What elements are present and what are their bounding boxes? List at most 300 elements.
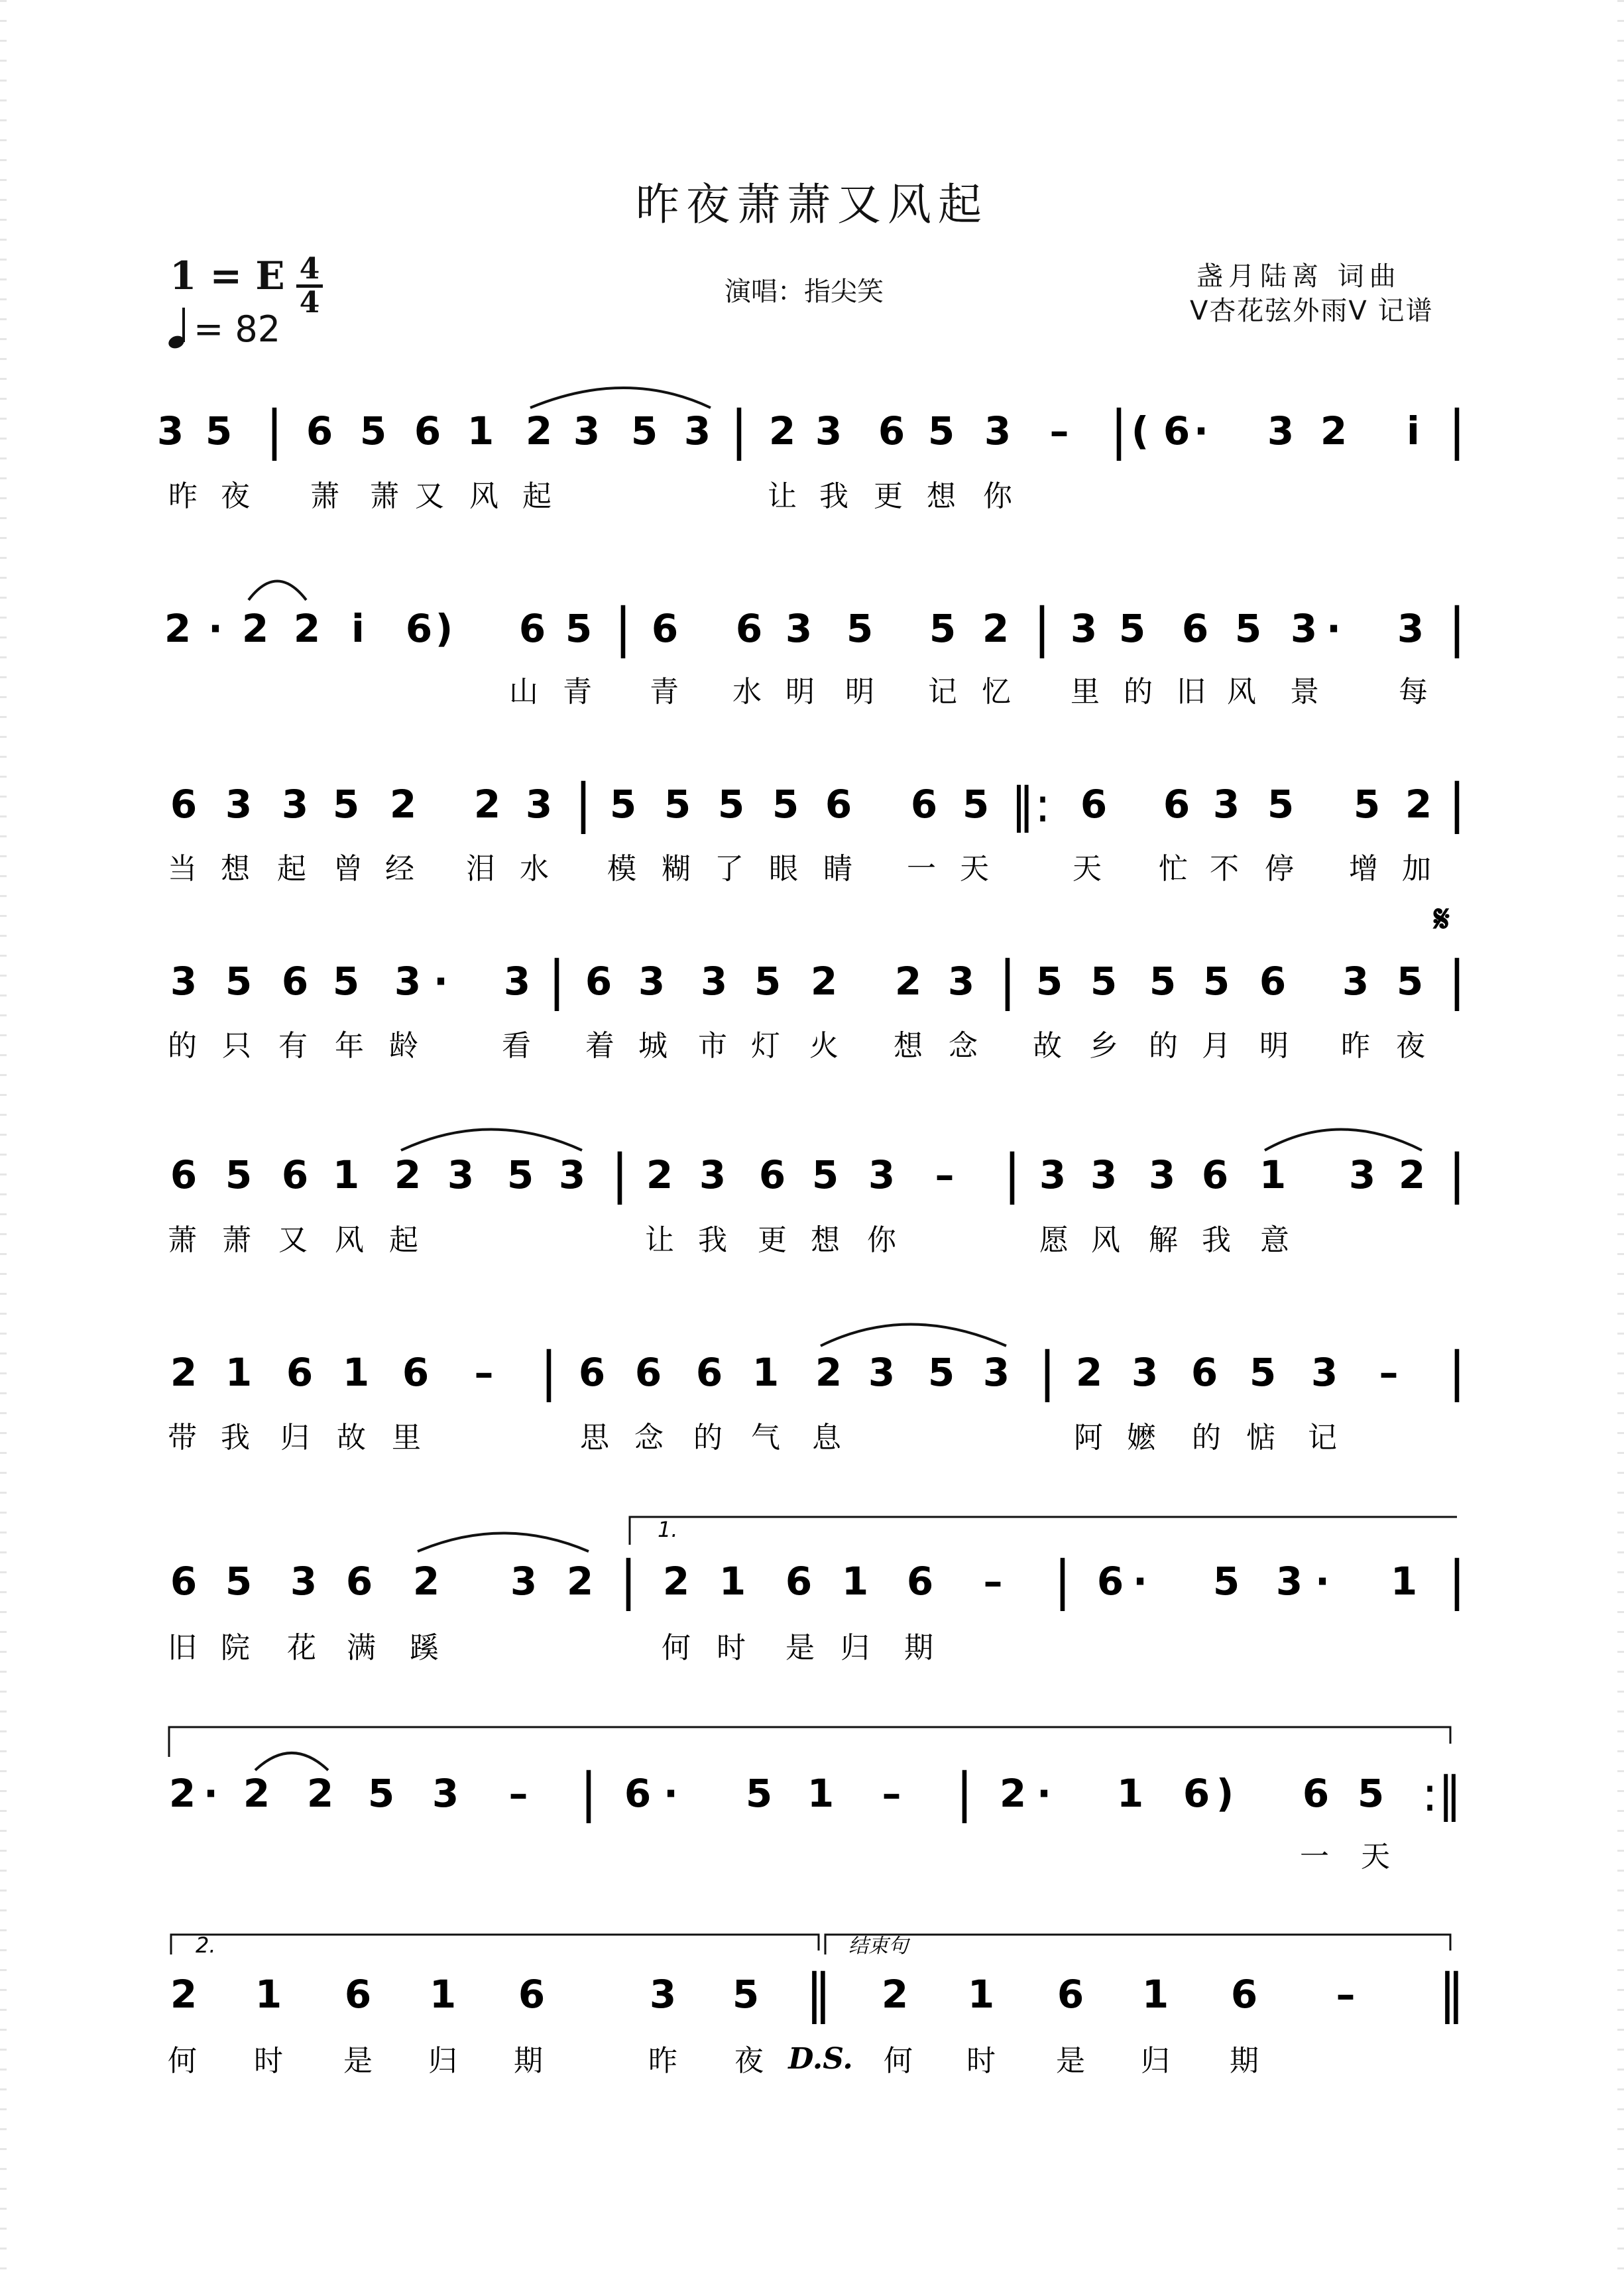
barline: |: [579, 1762, 598, 1823]
tie: [249, 581, 306, 601]
note: 6: [878, 408, 905, 453]
note: i: [351, 606, 365, 651]
lyric-char: 起: [389, 1223, 418, 1257]
note: ·: [1036, 1771, 1052, 1816]
note: 6: [405, 606, 433, 651]
barline: |: [1448, 399, 1466, 461]
note: 6: [695, 1350, 723, 1395]
note: 1: [332, 1152, 360, 1197]
note: i: [1407, 408, 1420, 453]
note: 1: [342, 1350, 370, 1395]
note: 2: [412, 1559, 440, 1604]
lyric-char: 模: [607, 852, 636, 886]
note: 2: [646, 1152, 673, 1197]
lyric-char: 阿: [1074, 1421, 1103, 1455]
note: 5: [1357, 1771, 1385, 1816]
barline: |: [1448, 1341, 1466, 1402]
lyric-char: 让: [645, 1223, 674, 1257]
lyric-char: 火: [809, 1029, 839, 1063]
slur: [530, 388, 711, 408]
score-row: [168, 1549, 1466, 1665]
note: –: [474, 1350, 494, 1395]
lyric-char: 让: [768, 479, 797, 513]
note: 3: [525, 782, 553, 827]
lyric-char: 一: [1300, 1840, 1329, 1874]
note: 6: [825, 782, 852, 827]
note: 6: [735, 606, 763, 651]
note: 6: [1302, 1771, 1330, 1816]
barline: |: [1448, 772, 1466, 834]
note: ·: [1326, 606, 1342, 651]
lyric-char: 的: [693, 1421, 723, 1455]
score-row: [169, 1762, 1462, 1874]
tempo-marking: = 82: [194, 308, 281, 350]
note: 6: [170, 1152, 198, 1197]
lyric-char: 旧: [1177, 675, 1206, 709]
barline: |: [1448, 1549, 1466, 1611]
lyric-char: 蹊: [410, 1631, 439, 1665]
lyric-char: 我: [1202, 1223, 1231, 1257]
barline: |: [1448, 1143, 1466, 1205]
note: 6: [1163, 782, 1190, 827]
lyric-char: 期: [904, 1631, 933, 1665]
note: 3: [947, 959, 975, 1004]
note: 6: [910, 782, 938, 827]
barline: |: [1038, 1341, 1057, 1402]
lyric-char: 气: [751, 1421, 780, 1455]
note: 2: [894, 959, 922, 1004]
note: 2: [982, 606, 1010, 651]
score-row: [168, 1341, 1466, 1455]
note: 1: [967, 1972, 995, 2017]
lyric-char: 当: [168, 852, 197, 886]
lyric-char: 时: [717, 1631, 746, 1665]
note: 3: [1290, 606, 1318, 651]
barline: |: [1110, 399, 1128, 461]
lyric-char: 景: [1290, 675, 1319, 709]
note: 3: [432, 1771, 459, 1816]
barline: |: [540, 1341, 558, 1402]
note: 3: [1348, 1152, 1376, 1197]
note: 3: [394, 959, 422, 1004]
note: 3: [290, 1559, 318, 1604]
score-row: [168, 1143, 1466, 1257]
note: 3: [868, 1152, 896, 1197]
lyric-char: 我: [221, 1421, 250, 1455]
note: 6: [344, 1972, 372, 2017]
note: 5: [927, 1350, 955, 1395]
note: 5: [962, 782, 990, 827]
lyric-char: 萧: [222, 1223, 251, 1257]
note: 3: [1310, 1350, 1338, 1395]
segno-sign: 𝄋: [1433, 897, 1450, 941]
lyric-char: 的: [168, 1029, 197, 1063]
note: 5: [745, 1771, 773, 1816]
note: 6: [1057, 1972, 1084, 2017]
lyric-char: 忙: [1159, 852, 1188, 886]
lyric-char: 萧: [168, 1223, 197, 1257]
lyric-char: 风: [1091, 1223, 1120, 1257]
barline: |: [1448, 597, 1466, 658]
lyric-char: 起: [522, 479, 551, 513]
note: 1: [1116, 1771, 1144, 1816]
note: 5: [927, 408, 955, 453]
barline: ‖: [1438, 1962, 1465, 2024]
coda-label: 结束句: [848, 1935, 908, 1958]
barline: |: [1033, 597, 1051, 658]
lyric-char: 归: [428, 2044, 457, 2078]
note: 5: [1212, 1559, 1240, 1604]
note: 3: [984, 408, 1012, 453]
slur: [401, 1130, 582, 1151]
lyric-char: 城: [638, 1029, 667, 1063]
barline: |: [610, 1143, 629, 1205]
lyric-char: 嬷: [1127, 1421, 1156, 1455]
lyric-char: 想: [894, 1029, 923, 1063]
lyricist-credit: 盏月陆离 词曲: [1196, 261, 1401, 292]
note: 3: [1212, 782, 1240, 827]
note: 1: [1141, 1972, 1169, 2017]
note: 3: [503, 959, 531, 1004]
lyric-char: 看: [502, 1029, 531, 1063]
note: 5: [367, 1771, 395, 1816]
note: 2: [170, 1972, 198, 2017]
note: 5: [205, 408, 233, 453]
lyric-char: 满: [347, 1631, 376, 1665]
lyric-char: 想: [811, 1223, 840, 1257]
lyric-char: 我: [698, 1223, 727, 1257]
lyric-char: 着: [585, 1029, 614, 1063]
lyric-char: 记: [928, 675, 957, 709]
note: 2: [389, 782, 417, 827]
dal-segno-mark: D.S.: [788, 2042, 853, 2076]
note: 2: [394, 1152, 422, 1197]
note: 5: [846, 606, 874, 651]
note: 6: [170, 782, 198, 827]
score-row: [164, 597, 1466, 709]
note: 6: [286, 1350, 314, 1395]
barline: |: [619, 1549, 638, 1611]
note: 6: [306, 408, 333, 453]
barline: |: [574, 772, 593, 834]
note: 6: [1190, 1350, 1218, 1395]
note: 3: [815, 408, 842, 453]
lyric-char: 萧: [370, 479, 399, 513]
lyric-char: 花: [287, 1631, 316, 1665]
lyric-char: 天: [1361, 1840, 1390, 1874]
lyric-char: 又: [278, 1223, 308, 1257]
lyric-char: 旧: [168, 1631, 197, 1665]
note: 5: [811, 1152, 839, 1197]
note: 2: [881, 1972, 909, 2017]
note: 6: [585, 959, 612, 1004]
lyric-char: 青: [563, 675, 592, 709]
lyric-char: 里: [392, 1421, 421, 1455]
note: 6: [1230, 1972, 1258, 2017]
lyric-char: 昨: [1341, 1029, 1370, 1063]
note: 1: [752, 1350, 780, 1395]
note: 1: [841, 1559, 869, 1604]
lyric-char: 愿: [1039, 1223, 1069, 1257]
note: 3: [447, 1152, 475, 1197]
note: 2: [662, 1559, 690, 1604]
lyric-char: 意: [1260, 1223, 1289, 1257]
note: 3: [1397, 606, 1424, 651]
note: 6: [1096, 1559, 1124, 1604]
barline: |: [548, 949, 566, 1011]
note: 6: [170, 1559, 198, 1604]
first-ending-label: 1.: [658, 1517, 678, 1542]
time-signature-bottom: 4: [299, 286, 320, 320]
lyric-char: 昨: [168, 479, 198, 513]
slur: [1265, 1130, 1422, 1151]
lyric-char: 院: [221, 1631, 250, 1665]
note: ·: [207, 606, 223, 651]
lyric-char: 的: [1149, 1029, 1178, 1063]
lyric-char: 故: [337, 1421, 366, 1455]
note: 3: [170, 959, 198, 1004]
note: 3: [868, 1350, 896, 1395]
note: (: [1131, 408, 1149, 453]
note: 2: [999, 1771, 1027, 1816]
note: 1: [807, 1771, 835, 1816]
lyric-char: 风: [335, 1223, 364, 1257]
score-rows: [157, 399, 1466, 2078]
lyric-char: 曾: [333, 852, 363, 886]
barline: |: [730, 399, 748, 461]
note: 5: [929, 606, 957, 651]
note: 1: [255, 1972, 282, 2017]
lyric-char: 归: [841, 1631, 870, 1665]
note: 1: [1390, 1559, 1418, 1604]
lyric-char: 解: [1149, 1223, 1178, 1257]
song-title: 昨夜萧萧又风起: [636, 179, 988, 230]
lyric-char: 水: [732, 675, 762, 709]
note: 3: [699, 1152, 726, 1197]
lyric-char: 乡: [1089, 1029, 1118, 1063]
note: 2: [815, 1350, 842, 1395]
lyric-char: 想: [927, 479, 956, 513]
barline: :‖: [1421, 1766, 1462, 1822]
lyric-char: 的: [1124, 675, 1153, 709]
note: 3: [1267, 408, 1295, 453]
lyric-char: 是: [343, 2044, 373, 2078]
note: 3: [225, 782, 253, 827]
note: ·: [1132, 1559, 1148, 1604]
note: 2: [170, 1350, 198, 1395]
note: 5: [225, 1152, 253, 1197]
note: 5: [630, 408, 658, 453]
lyric-char: 期: [514, 2044, 543, 2078]
lyric-char: 期: [1230, 2044, 1259, 2078]
lyric-char: 加: [1402, 852, 1431, 886]
lyric-char: 明: [1259, 1029, 1289, 1063]
note: 5: [1353, 782, 1381, 827]
note: 5: [1234, 606, 1262, 651]
note: –: [508, 1771, 528, 1816]
note: 6: [281, 959, 309, 1004]
note: 5: [732, 1972, 760, 2017]
lyric-char: 龄: [389, 1029, 418, 1063]
note: 5: [1118, 606, 1146, 651]
note: 3: [1090, 1152, 1118, 1197]
singer-credit: 演唱：指尖笑: [725, 276, 884, 307]
lyric-char: 忆: [982, 675, 1011, 709]
note: 3: [1275, 1559, 1303, 1604]
lyric-char: 是: [1056, 2044, 1085, 2078]
note: 3: [1148, 1152, 1176, 1197]
note: ): [435, 606, 453, 651]
transcriber-credit: V杏花弦外雨V 记谱: [1190, 296, 1434, 326]
note: 6: [758, 1152, 786, 1197]
note: 5: [664, 782, 691, 827]
note: 5: [1035, 959, 1063, 1004]
note: 6: [1201, 1152, 1229, 1197]
barline: |: [1053, 1549, 1072, 1611]
note: 2: [1405, 782, 1432, 827]
first-ending-bracket: [630, 1517, 1457, 1545]
note: 3: [558, 1152, 586, 1197]
note: 5: [1249, 1350, 1277, 1395]
note: 6: [651, 606, 679, 651]
lyric-char: 你: [867, 1223, 896, 1257]
lyric-char: 更: [874, 479, 903, 513]
note: 6: [402, 1350, 430, 1395]
note: –: [1049, 408, 1069, 453]
note: 5: [1396, 959, 1424, 1004]
lyric-char: 天: [1073, 852, 1102, 886]
note: 6: [518, 1972, 546, 2017]
note: –: [882, 1771, 901, 1816]
lyric-char: 夜: [1396, 1029, 1425, 1063]
lyric-char: 何: [662, 1631, 691, 1665]
second-ending-bracket: [171, 1935, 819, 1954]
first-ending-bracket: [169, 1727, 1450, 1757]
note: 5: [332, 782, 360, 827]
lyric-char: 里: [1071, 675, 1100, 709]
note: 5: [565, 606, 593, 651]
note: 3: [982, 1350, 1010, 1395]
note: 6: [518, 606, 546, 651]
lyric-char: 夜: [221, 479, 250, 513]
barline: |: [614, 597, 632, 658]
lyric-char: 夜: [734, 2044, 764, 2078]
note: 2: [566, 1559, 594, 1604]
lyric-char: 一: [907, 852, 936, 886]
lyric-char: 息: [812, 1421, 841, 1455]
lyric-char: 青: [650, 675, 679, 709]
lyric-char: 带: [168, 1421, 197, 1455]
lyric-char: 念: [634, 1421, 664, 1455]
lyric-char: 何: [168, 2044, 197, 2078]
note: 2: [293, 606, 321, 651]
note: 3: [573, 408, 601, 453]
note: 5: [1090, 959, 1118, 1004]
lyric-char: 归: [1141, 2044, 1170, 2078]
lyric-char: 记: [1308, 1421, 1337, 1455]
lyric-char: 起: [277, 852, 306, 886]
note: 2: [243, 1771, 270, 1816]
lyric-char: 月: [1202, 1029, 1231, 1063]
note: 3: [1342, 959, 1369, 1004]
note: 6: [345, 1559, 373, 1604]
score-row: [168, 949, 1466, 1063]
note: 5: [332, 959, 360, 1004]
note: 5: [754, 959, 782, 1004]
score-row: [168, 772, 1466, 886]
note: ): [1216, 1771, 1234, 1816]
note: 3: [785, 606, 813, 651]
note: 5: [1267, 782, 1295, 827]
lyric-char: 糊: [662, 852, 691, 886]
barline: |: [265, 399, 284, 461]
note: 3: [510, 1559, 538, 1604]
note: ·: [1193, 408, 1209, 453]
barline: |: [1448, 949, 1466, 1011]
note: 1: [225, 1350, 253, 1395]
note: 3: [1070, 606, 1098, 651]
lyric-char: 是: [785, 1631, 815, 1665]
lyric-char: 念: [949, 1029, 978, 1063]
lyric-char: 明: [845, 675, 874, 709]
note: 2: [810, 959, 838, 1004]
lyric-char: 风: [469, 479, 498, 513]
lyric-char: 年: [335, 1029, 364, 1063]
note: 2: [168, 1771, 196, 1816]
key-signature: 1 = E: [170, 253, 285, 298]
note: 2: [1398, 1152, 1426, 1197]
lyric-char: 时: [966, 2044, 996, 2078]
note: 6: [578, 1350, 606, 1395]
note: 3: [638, 959, 666, 1004]
lyric-char: 惦: [1246, 1421, 1275, 1455]
note: 6: [1163, 408, 1190, 453]
note: 2: [768, 408, 796, 453]
barline: |: [1003, 1143, 1021, 1205]
lyric-char: 灯: [751, 1029, 780, 1063]
note: 3: [1131, 1350, 1159, 1395]
note: 5: [717, 782, 745, 827]
barline: |: [998, 949, 1017, 1011]
barline: |: [955, 1762, 974, 1823]
note: 1: [1259, 1152, 1287, 1197]
lyric-char: 只: [222, 1029, 251, 1063]
note: ·: [433, 959, 449, 1004]
lyric-char: 山: [509, 675, 538, 709]
note: 5: [609, 782, 637, 827]
slur: [821, 1325, 1006, 1347]
note: ·: [203, 1771, 219, 1816]
score-row: [157, 399, 1466, 513]
lyric-char: 眼: [769, 852, 798, 886]
lyric-char: 经: [385, 852, 414, 886]
note: 5: [506, 1152, 534, 1197]
lyric-char: 时: [254, 2044, 283, 2078]
lyric-char: 水: [520, 852, 549, 886]
note: 2: [164, 606, 192, 651]
note: 3: [700, 959, 728, 1004]
slur: [418, 1533, 589, 1552]
note: 5: [1202, 959, 1230, 1004]
lyric-char: 有: [278, 1029, 308, 1063]
lyric-char: 了: [715, 852, 744, 886]
lyric-char: 思: [580, 1421, 609, 1455]
lyric-char: 停: [1265, 852, 1294, 886]
note: 3: [1039, 1152, 1067, 1197]
note: 3: [156, 408, 184, 453]
note: ·: [1314, 1559, 1330, 1604]
lyric-char: 睛: [823, 852, 852, 886]
